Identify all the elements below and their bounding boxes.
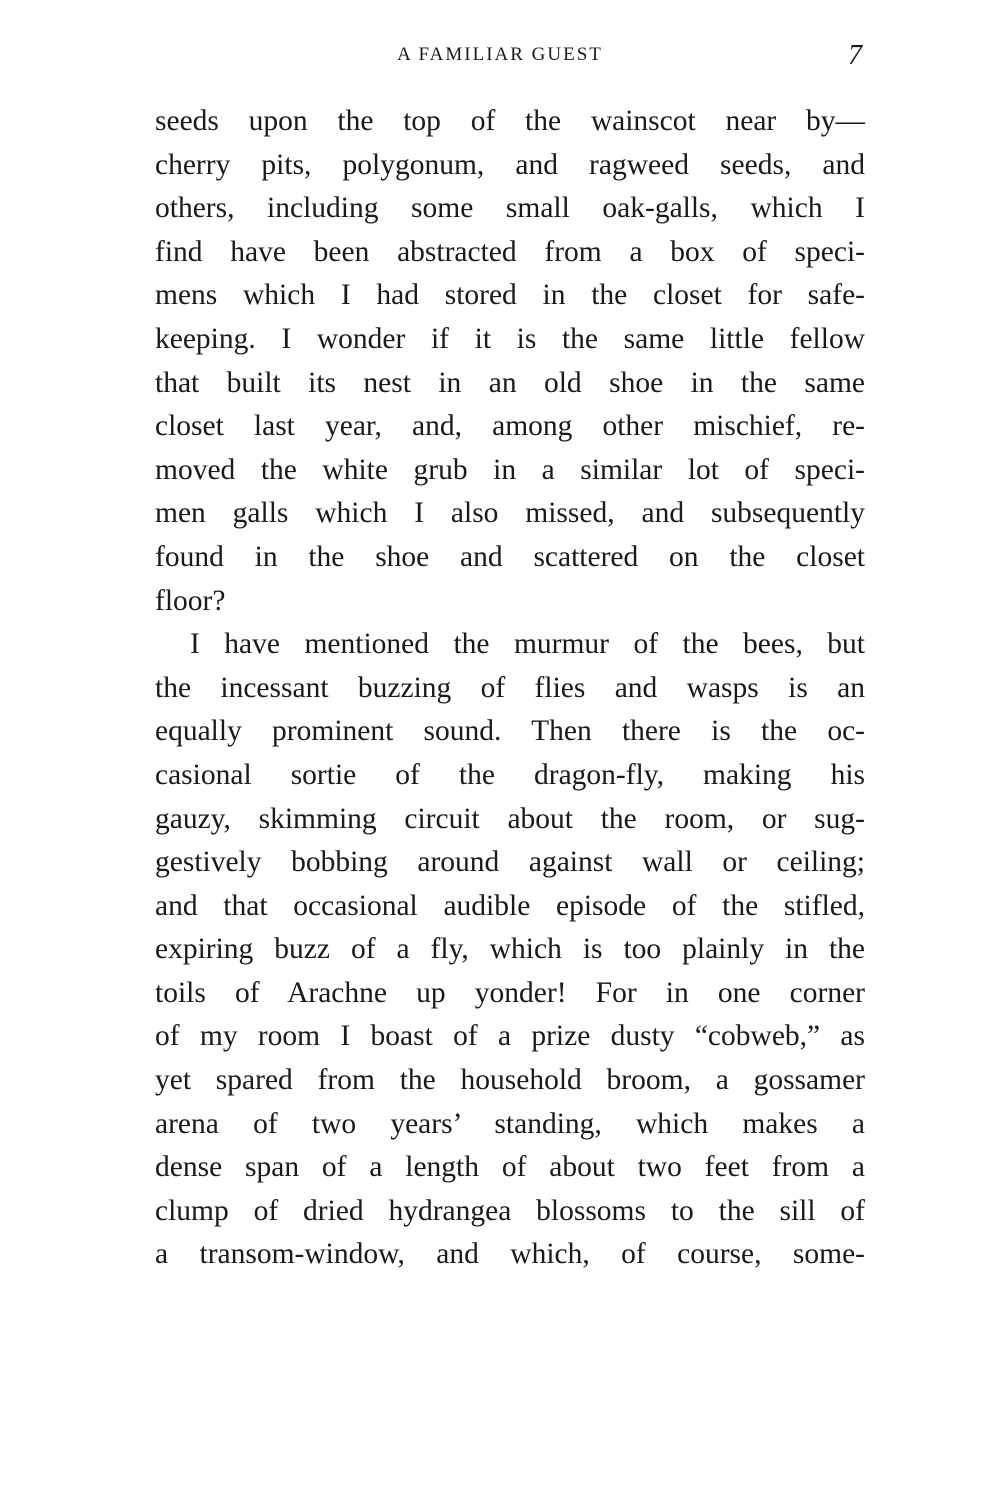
paragraph-start-line: I have mentioned the murmur of the bees, but [190, 628, 865, 661]
text-line: equally prominent sound. Then there is the oc- [155, 715, 865, 748]
text-line: dense span of a length of about two feet from a [155, 1151, 865, 1184]
body-text [155, 100, 865, 1277]
text-line: yet spared from the household broom, a gossamer [155, 1064, 865, 1097]
page-number: 7 [848, 40, 862, 71]
text-line: others, including some small oak-galls, which I [155, 192, 865, 225]
text-line: arena of two years’ standing, which makes a [155, 1107, 865, 1140]
text-line: toils of Arachne up yonder! For in one corner [155, 976, 865, 1009]
text-line: the incessant buzzing of flies and wasps is an [155, 671, 865, 704]
text-line: seeds upon the top of the wainscot near by— [155, 105, 865, 137]
text-line: floor? [155, 584, 226, 617]
text-line: found in the shoe and scattered on the closet [155, 540, 865, 573]
text-line: closet last year, and, among other mischief, re- [155, 410, 865, 443]
text-line: gestively bobbing around against wall or ceiling; [155, 846, 865, 879]
text-line: expiring buzz of a fly, which is too plainly in the [155, 933, 865, 966]
text-line: mens which I had stored in the closet for safe- [155, 279, 865, 312]
text-line: that built its nest in an old shoe in the same [155, 366, 865, 399]
text-line: casional sortie of the dragon-fly, making his [155, 758, 865, 791]
text-line: a transom-window, and which, of course, some- [155, 1238, 865, 1271]
text-line: clump of dried hydrangea blossoms to the sill of [155, 1194, 865, 1227]
text-line: keeping. I wonder if it is the same little fellow [155, 322, 865, 355]
running-head: A FAMILIAR GUEST [397, 44, 603, 65]
text-line: moved the white grub in a similar lot of speci- [155, 453, 865, 486]
text-line: men galls which I also missed, and subsequently [155, 497, 865, 530]
text-line: find have been abstracted from a box of speci- [155, 235, 865, 268]
text-line: cherry pits, polygonum, and ragweed seeds, and [155, 148, 865, 181]
text-line: of my room I boast of a prize dusty “cobweb,” as [155, 1020, 865, 1053]
text-line: gauzy, skimming circuit about the room, or sug- [155, 802, 865, 835]
text-line: and that occasional audible episode of the stifled, [155, 889, 865, 922]
